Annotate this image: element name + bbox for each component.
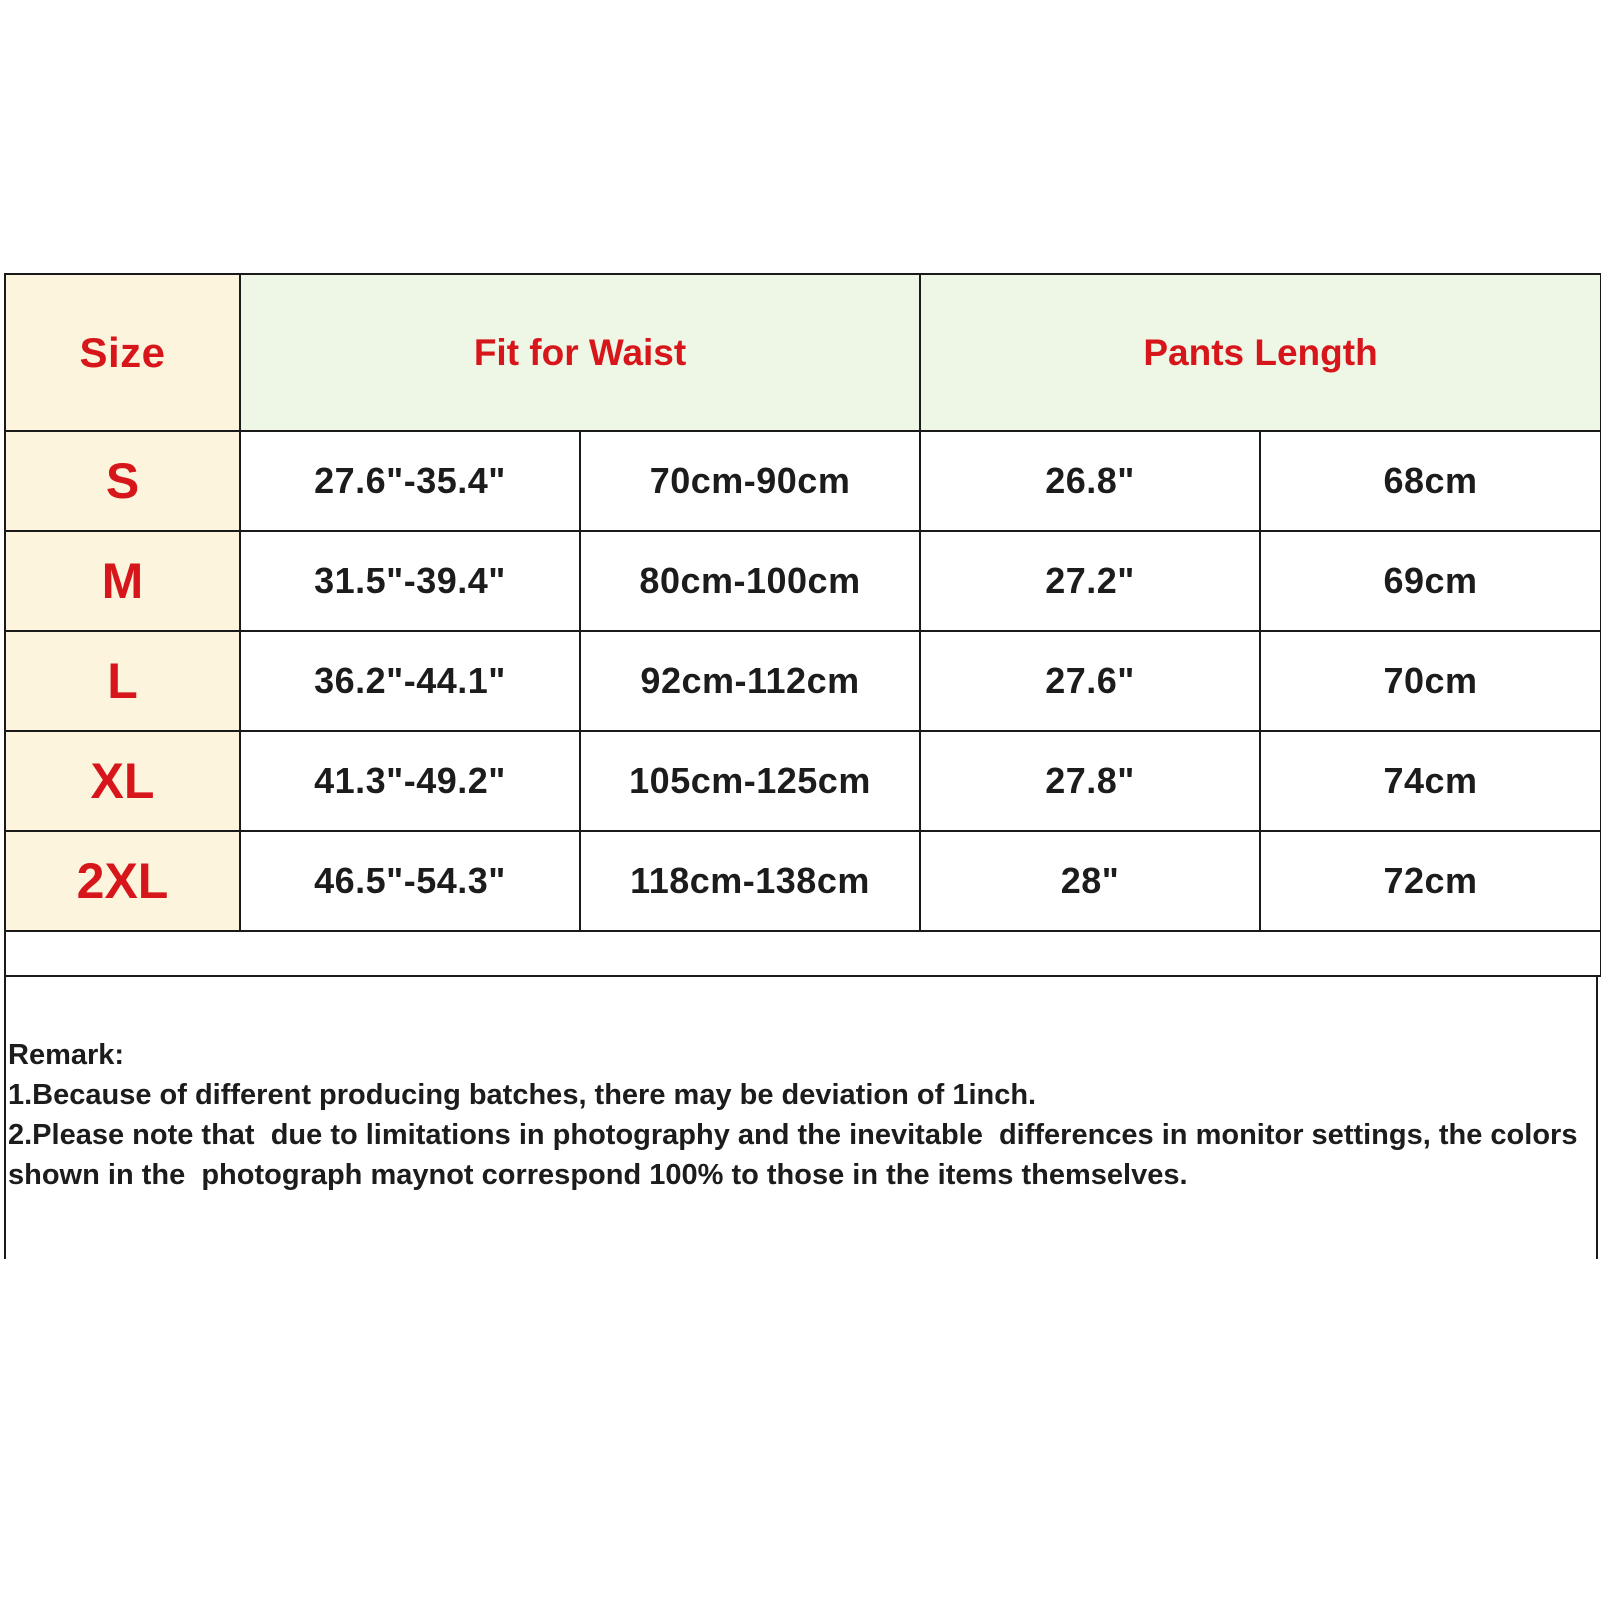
length-cm: 69cm (1260, 531, 1601, 631)
length-inches: 27.6" (920, 631, 1260, 731)
table-header-row (5, 274, 1601, 431)
waist-header: Fit for Waist (240, 274, 920, 431)
waist-inches: 46.5"-54.3" (240, 831, 580, 931)
waist-cm: 105cm-125cm (580, 731, 920, 831)
size-table (4, 273, 1601, 977)
size-label: L (5, 631, 240, 731)
remark-section (8, 1035, 1586, 1195)
remark-line-2: 2.Please note that due to limitations in photography and the inevitable differences in monitor settings, the colors shown in the photograph maynot correspond 100% to those in the items themselves. (8, 1119, 1586, 1191)
waist-cm: 92cm-112cm (580, 631, 920, 731)
remark-line-1: 1.Because of different producing batches, there may be deviation of 1inch. (8, 1079, 1037, 1111)
waist-inches: 27.6"-35.4" (240, 431, 580, 531)
waist-cm: 80cm-100cm (580, 531, 920, 631)
length-cm: 72cm (1260, 831, 1601, 931)
length-inches: 27.8" (920, 731, 1260, 831)
length-inches: 26.8" (920, 431, 1260, 531)
size-label: XL (5, 731, 240, 831)
waist-inches: 36.2"-44.1" (240, 631, 580, 731)
length-inches: 28" (920, 831, 1260, 931)
table-row (5, 531, 1601, 631)
length-inches: 27.2" (920, 531, 1260, 631)
length-header: Pants Length (920, 274, 1601, 431)
table-spacer-row (5, 931, 1601, 976)
size-header: Size (5, 274, 240, 431)
remark-title: Remark: (8, 1039, 125, 1071)
length-cm: 70cm (1260, 631, 1601, 731)
waist-inches: 41.3"-49.2" (240, 731, 580, 831)
length-cm: 74cm (1260, 731, 1601, 831)
size-label: M (5, 531, 240, 631)
table-row (5, 831, 1601, 931)
size-label: 2XL (5, 831, 240, 931)
length-cm: 68cm (1260, 431, 1601, 531)
waist-cm: 70cm-90cm (580, 431, 920, 531)
waist-inches: 31.5"-39.4" (240, 531, 580, 631)
table-row (5, 431, 1601, 531)
size-label: S (5, 431, 240, 531)
table-row (5, 731, 1601, 831)
table-row (5, 631, 1601, 731)
empty-row (5, 931, 1601, 976)
waist-cm: 118cm-138cm (580, 831, 920, 931)
